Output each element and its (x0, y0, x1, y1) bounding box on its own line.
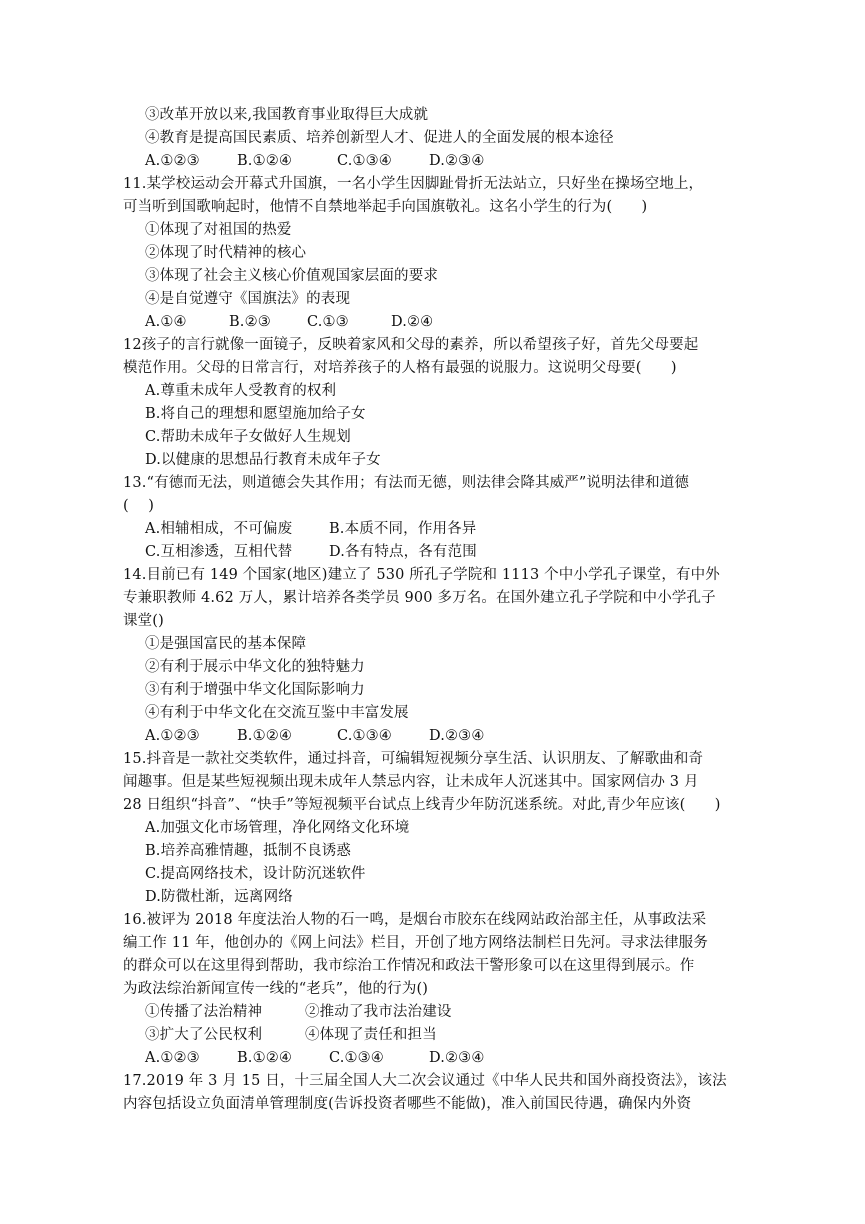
q14-option-a: A.①②③ (145, 728, 200, 744)
q15-option-c: C.提高网络技术，设计防沉迷软件 (145, 866, 366, 882)
q16-option-a: A.①②③ (145, 1050, 200, 1066)
q14-item-1: ①是强国富民的基本保障 (145, 636, 307, 652)
q11-item-1: ①体现了对祖国的热爱 (145, 222, 292, 238)
q16-item-3: ③扩大了公民权利 (145, 1027, 263, 1043)
q16-option-d: D.②③④ (429, 1050, 485, 1066)
q15-stem-line-1: 15.抖音是一款社交类软件，通过抖音，可编辑短视频分享生活、认识朋友、了解歌曲和奇 (123, 751, 704, 767)
q11-option-d: D.②④ (391, 314, 434, 330)
q14-option-d: D.②③④ (429, 728, 485, 744)
q14-stem-line-3: 课堂() (123, 613, 164, 629)
q11-option-a: A.①④ (145, 314, 187, 330)
q14-item-2: ②有利于展示中华文化的独特魅力 (145, 659, 365, 675)
q16-item-2: ②推动了我市法治建设 (305, 1004, 452, 1020)
q13-option-a: A.相辅相成，不可偏废 (145, 521, 293, 537)
q15-stem-line-2: 闻趣事。但是某些短视频出现未成年人禁忌内容，让未成年人沉迷其中。国家网信办 3 月 (123, 774, 699, 790)
q11-stem-line-2: 可当听到国歌响起时，他情不自禁地举起手向国旗敬礼。这名小学生的行为( ) (123, 199, 648, 215)
q11-options (145, 311, 770, 333)
q16-items-row-1 (145, 1001, 770, 1023)
q10-item-4: ④教育是提高国民素质、培养创新型人才、促进人的全面发展的根本途径 (145, 130, 614, 146)
q13-option-c: C.互相渗透，互相代替 (145, 544, 293, 560)
q16-items-row-2 (145, 1024, 770, 1046)
q14-stem-line-2: 专兼职教师 4.62 万人，累计培养各类学员 900 多万名。在国外建立孔子学院和中小学孔子 (123, 590, 716, 606)
q10-option-d: D.②③④ (429, 153, 485, 169)
q14-options (145, 725, 770, 747)
q11-option-c: C.①③ (307, 314, 349, 330)
q16-stem-line-3: 的群众可以在这里得到帮助，我市综治工作情况和政法干警形象可以在这里得到展示。作 (123, 958, 695, 974)
q16-stem-line-2: 编工作 11 年，他创办的《网上问法》栏目，开创了地方网络法制栏日先河。寻求法律服务 (123, 935, 708, 951)
q11-stem-line-1: 11.某学校运动会开幕式升国旗，一名小学生因脚趾骨折无法站立，只好坐在操场空地上， (123, 176, 704, 192)
q16-stem-line-4: 为政法综治新闻宣传一线的“老兵”，他的行为() (123, 981, 429, 997)
q15-option-a: A.加强文化市场管理，净化网络文化环境 (145, 820, 410, 836)
q14-option-c: C.①③④ (337, 728, 392, 744)
q13-option-b: B.本质不同，作用各异 (329, 521, 477, 537)
q14-item-4: ④有利于中华文化在交流互鉴中丰富发展 (145, 705, 409, 721)
q17-stem-line-2: 内容包括设立负面清单管理制度(告诉投资者哪些不能做)，准入前国民待遇，确保内外资 (123, 1096, 692, 1112)
q14-option-b: B.①②④ (237, 728, 293, 744)
q15-option-d: D.防微杜渐，远离网络 (145, 889, 293, 905)
q10-option-b: B.①②④ (237, 153, 293, 169)
q13-option-d: D.各有特点，各有范围 (329, 544, 477, 560)
q14-stem-line-1: 14.目前已有 149 个国家(地区)建立了 530 所孔子学院和 1113 个中小学孔子课堂，有中外 (123, 567, 720, 583)
q12-stem-line-2: 模范作用。父母的日常言行，对培养孩子的人格有最强的说服力。这说明父母要( ) (123, 360, 677, 376)
q13-options-row-2 (145, 541, 770, 563)
q17-stem-line-1: 17.2019 年 3 月 15 日，十三届全国人大二次会议通过《中华人民共和国外商投资法》，该法 (123, 1073, 727, 1089)
q12-option-d: D.以健康的思想品行教育未成年子女 (145, 452, 381, 468)
q10-options (145, 150, 770, 172)
q13-stem-line-1: 13.“有德而无法，则道德会失其作用；有法而无德，则法律会降其威严”说明法律和道德 (123, 475, 690, 491)
q10-item-3: ③改革开放以来,我国教育事业取得巨大成就 (145, 107, 429, 123)
q12-option-c: C.帮助未成年子女做好人生规划 (145, 429, 351, 445)
q16-option-c: C.①③④ (329, 1050, 384, 1066)
q16-item-1: ①传播了法治精神 (145, 1004, 263, 1020)
q11-item-4: ④是自觉遵守《国旗法》的表现 (145, 291, 351, 307)
q16-options (145, 1047, 770, 1069)
q16-item-4: ④体现了责任和担当 (305, 1027, 437, 1043)
q10-option-a: A.①②③ (145, 153, 200, 169)
q10-option-c: C.①③④ (337, 153, 392, 169)
q14-item-3: ③有利于增强中华文化国际影响力 (145, 682, 365, 698)
q15-option-b: B.培养高雅情趣，抵制不良诱惑 (145, 843, 352, 859)
q16-stem-line-1: 16.被评为 2018 年度法治人物的石一鸣，是烟台市胶东在线网站政治部主任，从事政法采 (123, 912, 707, 928)
q12-option-b: B.将自己的理想和愿望施加给子女 (145, 406, 366, 422)
q16-option-b: B.①②④ (237, 1050, 293, 1066)
q13-stem-line-2: ( ) (123, 498, 155, 514)
q13-options-row-1 (145, 518, 770, 540)
q15-stem-line-3: 28 日组织“抖音”、“快手”等短视频平台试点上线青少年防沉迷系统。对此,青少年应该( ) (123, 797, 721, 813)
q11-item-3: ③体现了社会主义核心价值观国家层面的要求 (145, 268, 438, 284)
q11-item-2: ②体现了时代精神的核心 (145, 245, 307, 261)
q12-stem-line-1: 12孩子的言行就像一面镜子，反映着家风和父母的素养，所以希望孩子好，首先父母要起 (123, 337, 699, 353)
q12-option-a: A.尊重未成年人受教育的权利 (145, 383, 337, 399)
q11-option-b: B.②③ (229, 314, 271, 330)
